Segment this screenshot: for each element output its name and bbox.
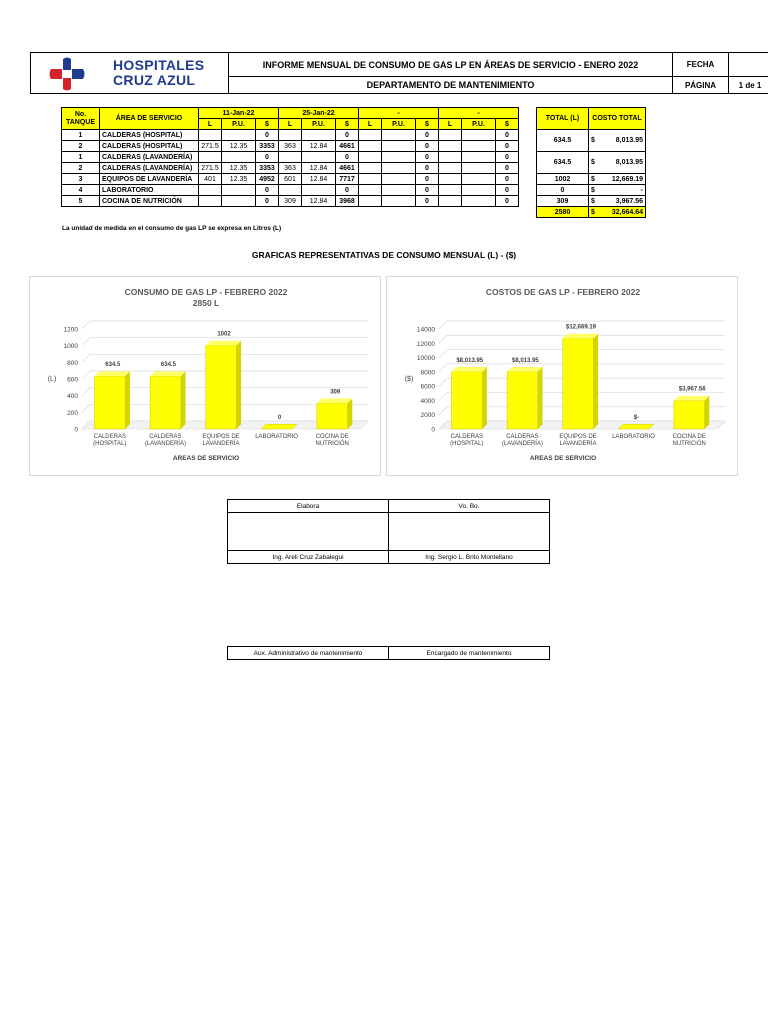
table-row: [62, 130, 646, 141]
y-tick-label: 200: [67, 409, 78, 417]
sub-header: P.U.: [302, 119, 336, 130]
col-tank: No. TANQUE: [62, 108, 100, 130]
tank-cell: 2: [62, 141, 100, 152]
value-cell: 0: [256, 152, 279, 163]
value-cell: [462, 130, 496, 141]
cost-value: 12,669.19: [611, 175, 643, 183]
spacer: [519, 119, 537, 130]
spacer: [62, 207, 537, 218]
y-tick-label: 1200: [63, 326, 78, 334]
col-total: TOTAL (L): [537, 108, 589, 130]
value-cell: [222, 196, 256, 207]
spacer: [519, 108, 537, 119]
category-label: NUTRICIÓN: [672, 441, 706, 447]
bar: [618, 424, 653, 429]
currency-symbol: $: [591, 159, 595, 166]
value-cell: [382, 152, 416, 163]
value-cell: 309: [279, 196, 302, 207]
total-liters-cell: 0: [537, 185, 589, 196]
vobo-label: Vo. Bo.: [389, 500, 550, 513]
cost-value: 32,664.64: [611, 208, 643, 216]
sub-header: P.U.: [222, 119, 256, 130]
value-cell: [359, 152, 382, 163]
table-row: [62, 152, 646, 163]
value-cell: [302, 130, 336, 141]
y-axis-label: ($): [404, 376, 414, 383]
bar-side: [593, 334, 598, 429]
category-label: LAVANDERÍA: [559, 441, 597, 447]
tank-cell: 2: [62, 163, 100, 174]
signature-table: [227, 499, 550, 564]
category-label: EQUIPOS DE: [559, 434, 597, 440]
category-label: (HOSPITAL): [93, 441, 127, 447]
value-cell: [359, 174, 382, 185]
value-cell: 12.84: [302, 196, 336, 207]
data-label: 634.5: [105, 362, 121, 369]
grid-line: [439, 392, 447, 400]
spacer: [519, 196, 537, 207]
value-cell: [439, 196, 462, 207]
consumption-table: [61, 107, 646, 218]
vobo-name: Ing. Sergio L. Brito Montellano: [389, 551, 550, 564]
y-axis-label: (L): [47, 376, 57, 383]
elabora-signature-box: [228, 513, 389, 551]
report-header: [30, 52, 768, 94]
value-cell: [439, 130, 462, 141]
bar: [206, 346, 237, 430]
logo-line1: HOSPITALES: [113, 57, 205, 73]
data-label: 1002: [217, 331, 231, 338]
value-cell: [439, 141, 462, 152]
sub-header: P.U.: [462, 119, 496, 130]
chart-consumo-svg: [30, 277, 382, 477]
category-label: EQUIPOS DE: [202, 434, 240, 440]
value-cell: [462, 163, 496, 174]
bar-top: [563, 334, 598, 339]
currency-symbol: $: [591, 175, 595, 183]
value-cell: 4661: [336, 141, 359, 152]
value-cell: 363: [279, 163, 302, 174]
data-label: 634.5: [160, 362, 176, 369]
category-label: LABORATORIO: [255, 434, 298, 440]
total-cost-cell: [589, 185, 646, 196]
col-area: ÁREA DE SERVICIO: [100, 108, 199, 130]
category-label: (HOSPITAL): [450, 441, 484, 447]
value-cell: [199, 196, 222, 207]
bar: [261, 424, 296, 429]
value-cell: 12.35: [222, 141, 256, 152]
aux-label: Aux. Administrativo de mantenimiento: [228, 647, 389, 660]
category-label: (LAVANDERÍA): [501, 441, 543, 447]
value-cell: 0: [336, 130, 359, 141]
value-cell: [359, 141, 382, 152]
value-cell: 12.84: [302, 163, 336, 174]
y-tick-label: 4000: [420, 397, 435, 405]
table-row: [62, 196, 646, 207]
category-label: (LAVANDERÍA): [144, 441, 186, 447]
currency-symbol: $: [591, 137, 595, 144]
elabora-name: Ing. Areli Cruz Zabalegui: [228, 551, 389, 564]
value-cell: [359, 163, 382, 174]
tank-cell: 4: [62, 185, 100, 196]
cost-value: -: [640, 186, 643, 194]
bar-top: [150, 371, 185, 376]
grid-line: [82, 321, 90, 329]
total-cost-cell: [589, 174, 646, 185]
bar: [452, 372, 483, 429]
value-cell: [382, 163, 416, 174]
value-cell: [199, 185, 222, 196]
grand-total-row: [62, 207, 646, 218]
value-cell: 0: [336, 185, 359, 196]
value-cell: 601: [279, 174, 302, 185]
tank-cell: 5: [62, 196, 100, 207]
tank-cell: 1: [62, 130, 100, 141]
sub-header: P.U.: [382, 119, 416, 130]
value-cell: [222, 185, 256, 196]
currency-symbol: $: [591, 208, 595, 216]
category-label: LABORATORIO: [612, 434, 655, 440]
value-cell: 12.35: [222, 174, 256, 185]
category-label: COCINA DE: [315, 434, 349, 440]
col-cost: COSTO TOTAL: [589, 108, 646, 130]
spacer: [519, 185, 537, 196]
grid-line: [439, 364, 447, 372]
data-label: 0: [277, 415, 282, 421]
total-liters-cell: 634.5: [537, 130, 589, 152]
logo-line2: CRUZ AZUL: [113, 72, 196, 88]
value-cell: [439, 163, 462, 174]
area-cell: LABORATORIO: [100, 185, 199, 196]
table-row: [62, 174, 646, 185]
date-group-1: 11-Jan-22: [199, 108, 279, 119]
value-cell: 0: [416, 196, 439, 207]
spacer: [519, 130, 537, 141]
currency-symbol: $: [591, 197, 595, 205]
value-cell: [462, 174, 496, 185]
y-tick-label: 10000: [416, 355, 435, 363]
value-cell: [222, 130, 256, 141]
value-cell: [382, 130, 416, 141]
category-label: LAVANDERÍA: [202, 441, 240, 447]
chart-consumo: [29, 276, 381, 476]
category-label: CALDERAS: [149, 434, 182, 440]
bar-top: [452, 367, 487, 372]
y-tick-label: 8000: [420, 369, 435, 377]
value-cell: 0: [496, 163, 519, 174]
vobo-signature-box: [389, 513, 550, 551]
sub-header: L: [199, 119, 222, 130]
cost-value: 3,967.56: [615, 197, 643, 205]
sub-header: $: [496, 119, 519, 130]
value-cell: [439, 174, 462, 185]
value-cell: 0: [336, 152, 359, 163]
bar-top: [317, 398, 352, 403]
chart-costos-svg: [387, 277, 739, 477]
value-cell: [302, 185, 336, 196]
total-liters-cell: 1002: [537, 174, 589, 185]
y-tick-label: 400: [67, 393, 78, 401]
value-cell: 401: [199, 174, 222, 185]
value-cell: [199, 130, 222, 141]
value-cell: [279, 130, 302, 141]
area-cell: CALDERAS (LAVANDERÍA): [100, 152, 199, 163]
value-cell: 363: [279, 141, 302, 152]
y-tick-label: 0: [74, 426, 78, 434]
value-cell: [382, 174, 416, 185]
grid-line: [82, 338, 90, 346]
total-liters-cell: 634.5: [537, 152, 589, 174]
x-axis-label: AREAS DE SERVICIO: [172, 455, 240, 462]
value-cell: 0: [416, 141, 439, 152]
y-tick-label: 600: [67, 376, 78, 384]
y-tick-label: 14000: [416, 326, 435, 334]
value-cell: [222, 152, 256, 163]
chart-subtitle: 2850 L: [192, 298, 220, 308]
value-cell: [462, 196, 496, 207]
signature-table-2: [227, 646, 550, 660]
value-cell: [439, 185, 462, 196]
value-cell: [462, 152, 496, 163]
data-label: $-: [633, 415, 640, 421]
bar-side: [704, 396, 709, 429]
sub-header: $: [256, 119, 279, 130]
area-cell: CALDERAS (LAVANDERÍA): [100, 163, 199, 174]
value-cell: 0: [496, 185, 519, 196]
value-cell: [462, 185, 496, 196]
bar-side: [538, 367, 543, 429]
pagina-label: PÁGINA: [673, 77, 729, 93]
value-cell: 271.5: [199, 163, 222, 174]
value-cell: [382, 141, 416, 152]
value-cell: 0: [256, 196, 279, 207]
area-cell: COCINA DE NUTRICIÓN: [100, 196, 199, 207]
value-cell: 0: [256, 130, 279, 141]
area-cell: CALDERAS (HOSPITAL): [100, 141, 199, 152]
grid-line: [439, 407, 447, 415]
value-cell: [462, 141, 496, 152]
bar-side: [181, 371, 186, 429]
sub-header: $: [416, 119, 439, 130]
area-cell: EQUIPOS DE LAVANDERÍA: [100, 174, 199, 185]
value-cell: 0: [256, 185, 279, 196]
value-cell: [382, 196, 416, 207]
data-label: $3,967.56: [678, 386, 706, 393]
grid-line: [439, 378, 447, 386]
spacer: [519, 174, 537, 185]
total-cost-cell: [589, 152, 646, 174]
y-tick-label: 800: [67, 359, 78, 367]
tank-cell: 3: [62, 174, 100, 185]
cost-value: 8,013.95: [615, 159, 643, 166]
value-cell: [382, 185, 416, 196]
fecha-label: FECHA: [673, 53, 729, 77]
value-cell: 0: [496, 152, 519, 163]
y-tick-label: 1000: [63, 343, 78, 351]
spacer: [519, 152, 537, 163]
y-tick-label: 2000: [420, 412, 435, 420]
value-cell: 0: [496, 130, 519, 141]
bar: [507, 372, 538, 429]
spacer: [519, 141, 537, 152]
value-cell: 0: [496, 196, 519, 207]
category-label: NUTRICIÓN: [315, 441, 349, 447]
date-group-3: -: [359, 108, 439, 119]
total-cost-cell: [589, 130, 646, 152]
grand-total-liters: 2580: [537, 207, 589, 218]
logo-text: [113, 58, 204, 88]
grid-line: [82, 388, 90, 396]
section-title: GRAFICAS REPRESENTATIVAS DE CONSUMO MENSUAL (L) - ($): [251, 250, 517, 260]
grid-line: [439, 321, 447, 329]
value-cell: 0: [416, 163, 439, 174]
pagina-value: 1 de 1: [738, 80, 762, 90]
bar: [150, 376, 181, 429]
value-cell: [359, 196, 382, 207]
sub-header: L: [439, 119, 462, 130]
elabora-label: Elabora: [228, 500, 389, 513]
grid-line: [439, 335, 447, 343]
report-title: INFORME MENSUAL DE CONSUMO DE GAS LP EN ÁREAS DE SERVICIO - ENERO 2022: [229, 53, 673, 77]
bar-top: [674, 396, 709, 401]
bar: [563, 339, 594, 429]
chart-title: CONSUMO DE GAS LP - FEBRERO 2022: [124, 287, 288, 297]
chart-costos: [386, 276, 738, 476]
value-cell: [439, 152, 462, 163]
value-cell: 3353: [256, 141, 279, 152]
value-cell: [279, 185, 302, 196]
chart-title: COSTOS DE GAS LP - FEBRERO 2022: [485, 287, 641, 297]
value-cell: 0: [496, 174, 519, 185]
date-group-2: 25-Jan-22: [279, 108, 359, 119]
value-cell: 4952: [256, 174, 279, 185]
category-label: CALDERAS: [93, 434, 126, 440]
encargado-label: Encargado de mantenimiento: [389, 647, 550, 660]
date-group-4: -: [439, 108, 519, 119]
data-label: $12,669.19: [565, 324, 597, 331]
value-cell: [199, 152, 222, 163]
bar-side: [482, 367, 487, 429]
value-cell: [279, 152, 302, 163]
value-cell: 0: [416, 185, 439, 196]
total-cost-cell: [589, 196, 646, 207]
data-label: 309: [330, 389, 341, 396]
bar: [674, 401, 705, 429]
value-cell: 0: [416, 152, 439, 163]
category-label: CALDERAS: [506, 434, 539, 440]
value-cell: 12.84: [302, 174, 336, 185]
bar-side: [347, 398, 352, 429]
area-cell: CALDERAS (HOSPITAL): [100, 130, 199, 141]
cost-value: 8,013.95: [615, 137, 643, 144]
value-cell: [359, 130, 382, 141]
fecha-value: [729, 53, 768, 77]
data-label: $8,013.95: [512, 357, 539, 364]
cross-logo-icon: [47, 57, 87, 91]
sub-header: L: [279, 119, 302, 130]
bar-side: [236, 341, 241, 429]
grid-line: [82, 354, 90, 362]
y-tick-label: 0: [431, 426, 435, 434]
grid-line: [82, 371, 90, 379]
bar: [95, 376, 126, 429]
total-liters-cell: 309: [537, 196, 589, 207]
bar-top: [206, 341, 241, 346]
tank-cell: 1: [62, 152, 100, 163]
value-cell: 12.84: [302, 141, 336, 152]
sub-header: $: [336, 119, 359, 130]
grid-line: [439, 350, 447, 358]
value-cell: 4661: [336, 163, 359, 174]
grand-total-cost: [589, 207, 646, 218]
value-cell: [359, 185, 382, 196]
y-tick-label: 6000: [420, 383, 435, 391]
value-cell: 12.35: [222, 163, 256, 174]
spacer: [519, 163, 537, 174]
logo: [31, 53, 229, 93]
grid-line: [82, 404, 90, 412]
value-cell: 7717: [336, 174, 359, 185]
value-cell: 3968: [336, 196, 359, 207]
category-label: COCINA DE: [672, 434, 706, 440]
value-cell: [302, 152, 336, 163]
sub-header: L: [359, 119, 382, 130]
bar-top: [95, 371, 130, 376]
department: DEPARTAMENTO DE MANTENIMIENTO: [229, 77, 673, 93]
unit-note: La unidad de medida en el consumo de gas LP se expresa en Litros (L): [62, 225, 282, 232]
bar: [317, 403, 348, 429]
bar-side: [125, 371, 130, 429]
bar-top: [507, 367, 542, 372]
value-cell: 0: [416, 174, 439, 185]
value-cell: 271.5: [199, 141, 222, 152]
value-cell: 0: [416, 130, 439, 141]
value-cell: 0: [496, 141, 519, 152]
x-axis-label: AREAS DE SERVICIO: [529, 455, 597, 462]
currency-symbol: $: [591, 186, 595, 194]
category-label: CALDERAS: [450, 434, 483, 440]
value-cell: 3353: [256, 163, 279, 174]
table-row: [62, 185, 646, 196]
data-label: $8,013.95: [456, 357, 484, 364]
y-tick-label: 12000: [416, 340, 435, 348]
